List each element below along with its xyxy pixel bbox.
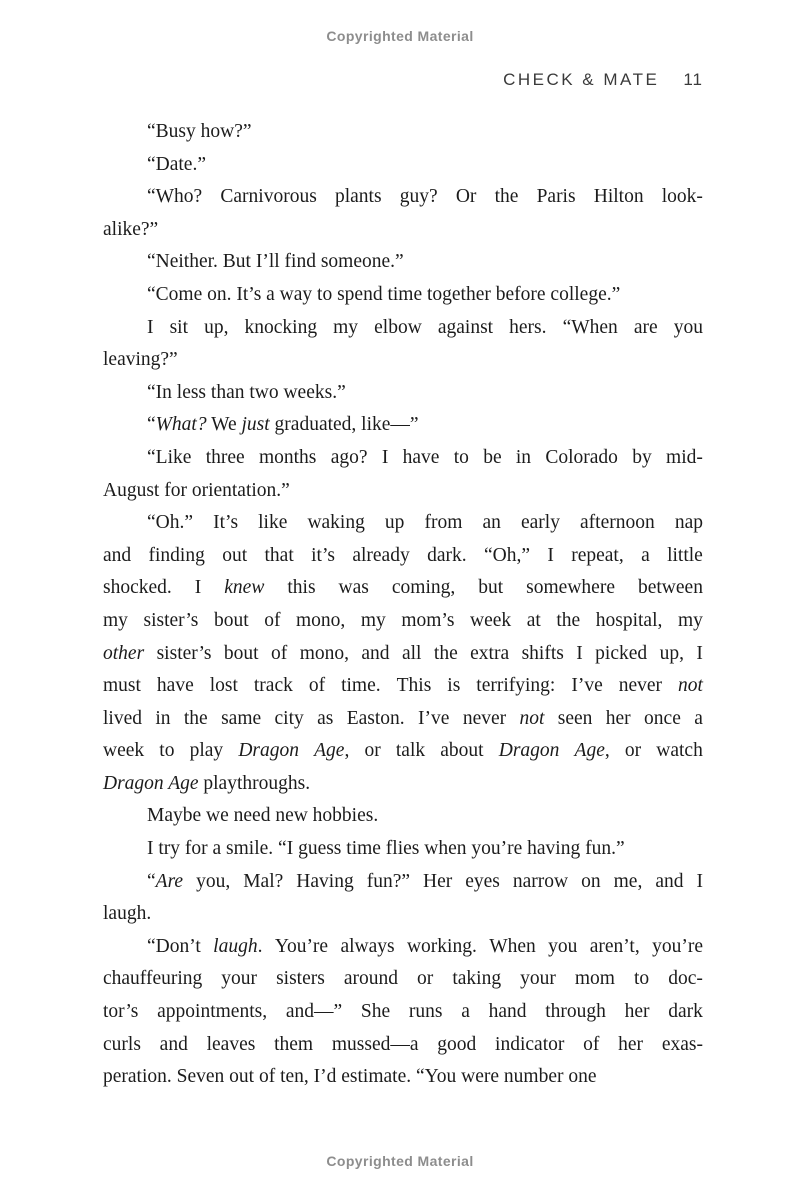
- text-line: “Oh.” It’s like waking up from an early afternoon nap: [147, 512, 703, 534]
- text-line: laugh.: [103, 903, 152, 925]
- text-line: “Don’t laugh. You’re always working. When you aren’t, you’re: [147, 935, 703, 957]
- text-line: and finding out that it’s already dark. “Oh,” I repeat, a little: [103, 544, 703, 566]
- text-line: “Who? Carnivorous plants guy? Or the Paris Hilton look-: [147, 186, 703, 208]
- text-line: leaving?”: [103, 349, 178, 371]
- book-title-label: CHECK & MATE: [503, 70, 660, 89]
- text-line: chauffeuring your sisters around or taking your mom to doc-: [103, 968, 703, 990]
- text-line: week to play Dragon Age, or talk about Dragon Age, or watch: [103, 740, 703, 762]
- text-line: lived in the same city as Easton. I’ve never not seen her once a: [103, 707, 703, 729]
- text-line: I sit up, knocking my elbow against hers. “When are you: [147, 316, 703, 338]
- text-line: peration. Seven out of ten, I’d estimate. “You were number one: [103, 1066, 597, 1088]
- watermark-top-label: Copyrighted Material: [326, 28, 474, 44]
- text-line: I try for a smile. “I guess time flies when you’re having fun.”: [147, 838, 625, 860]
- text-line: curls and leaves them mussed—a good indicator of her exas-: [103, 1033, 703, 1055]
- text-line: August for orientation.”: [103, 479, 290, 501]
- text-line: alike?”: [103, 218, 159, 240]
- text-line: “Come on. It’s a way to spend time together before college.”: [147, 283, 621, 305]
- text-line: “Are you, Mal? Having fun?” Her eyes narrow on me, and I: [147, 870, 703, 892]
- text-line: “Busy how?”: [147, 121, 252, 142]
- text-line: “Neither. But I’ll find someone.”: [147, 251, 404, 273]
- watermark-bottom-label: Copyrighted Material: [326, 1153, 474, 1169]
- text-line: “Like three months ago? I have to be in Colorado by mid-: [147, 446, 703, 468]
- text-line: Maybe we need new hobbies.: [147, 805, 379, 827]
- running-header: [103, 70, 703, 90]
- text-line: Dragon Age playthroughs.: [103, 772, 311, 794]
- text-line: tor’s appointments, and—” She runs a hand through her dark: [103, 1001, 703, 1023]
- text-line: must have lost track of time. This is terrifying: I’ve never not: [103, 675, 703, 697]
- text-line: other sister’s bout of mono, and all the extra shifts I picked up, I: [103, 642, 703, 664]
- text-line: “What? We just graduated, like—”: [147, 414, 419, 436]
- text-line: my sister’s bout of mono, my mom’s week at the hospital, my: [103, 609, 703, 631]
- page-number-label: 11: [683, 70, 703, 89]
- text-line: “Date.”: [147, 153, 206, 175]
- text-line: “In less than two weeks.”: [147, 381, 346, 403]
- book-text: [103, 116, 703, 1094]
- text-line: shocked. I knew this was coming, but somewhere between: [103, 577, 703, 599]
